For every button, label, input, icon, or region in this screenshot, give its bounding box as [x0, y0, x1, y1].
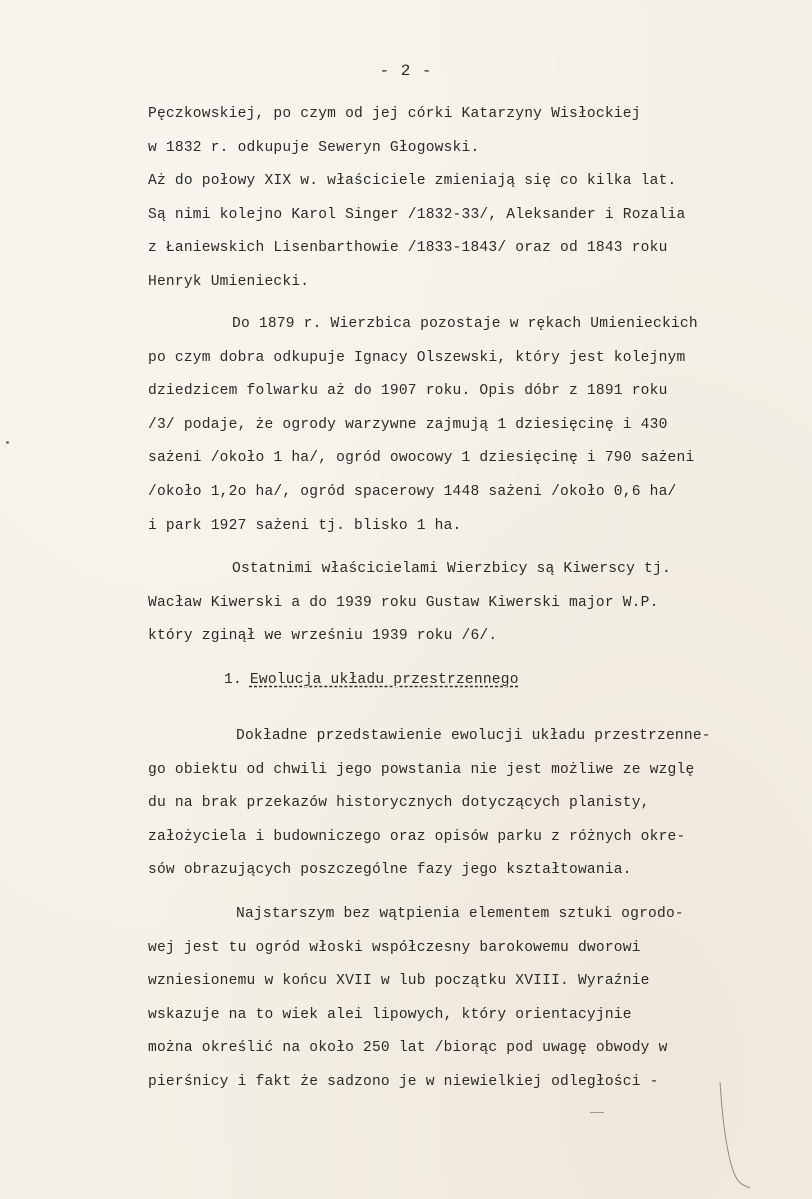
text-line: /3/ podaje, że ogrody warzywne zajmują 1 dziesięcinę i 430 — [148, 416, 668, 433]
text-line: wskazuje na to wiek alei lipowych, który orientacyjnie — [148, 1006, 632, 1023]
text-line: w 1832 r. odkupuje Seweryn Głogowski. — [148, 139, 480, 156]
page-number: - 2 - — [379, 62, 433, 80]
text-line: Do 1879 r. Wierzbica pozostaje w rękach Umienieckich — [232, 316, 698, 332]
text-line: wej jest tu ogród włoski współczesny barokowemu dworowi — [148, 939, 641, 956]
text-line: Ostatnimi właścicielami Wierzbicy są Kiwerscy tj. — [232, 561, 671, 577]
pencil-stroke-mark — [716, 1080, 756, 1190]
paragraph-ownership-history — [148, 98, 788, 300]
text-line: po czym dobra odkupuje Ignacy Olszewski, który jest kolejnym — [148, 349, 686, 366]
text-line: dziedzicem folwarku aż do 1907 roku. Opis dóbr z 1891 roku — [148, 383, 668, 400]
paragraph-last-owners — [148, 553, 788, 654]
text-line: Pęczkowskiej, po czym od jej córki Katarzyny Wisłockiej — [148, 106, 641, 122]
section-heading — [224, 664, 519, 698]
text-line: który zginął we wrześniu 1939 roku /6/. — [148, 628, 498, 645]
text-line: du na brak przekazów historycznych dotyczących planisty, — [148, 795, 650, 812]
paragraph-evolution-intro — [148, 720, 788, 888]
text-line: pierśnicy i fakt że sadzono je w niewielkiej odległości - — [148, 1073, 659, 1090]
text-line: sażeni /około 1 ha/, ogród owocowy 1 dziesięcinę i 790 sażeni — [148, 450, 695, 467]
text-line: wzniesionemu w końcu XVII w lub początku XVIII. Wyraźnie — [148, 973, 650, 990]
text-line: go obiektu od chwili jego powstania nie jest możliwe ze wzglę — [148, 761, 695, 778]
text-line: z Łaniewskich Lisenbarthowie /1833-1843/ oraz od 1843 roku — [148, 240, 668, 257]
text-line: Wacław Kiwerski a do 1939 roku Gustaw Kiwerski major W.P. — [148, 594, 659, 611]
paragraph-italian-garden — [148, 898, 788, 1100]
text-line: i park 1927 sażeni tj. blisko 1 ha. — [148, 517, 462, 534]
pencil-mark — [590, 1112, 604, 1113]
paragraph-estate-description — [148, 308, 788, 543]
section-number: 1. — [224, 672, 242, 688]
text-line: Dokładne przedstawienie ewolucji układu przestrzenne- — [236, 728, 711, 744]
text-line: założyciela i budowniczego oraz opisów parku z różnych okre- — [148, 828, 686, 845]
text-line: Henryk Umieniecki. — [148, 273, 310, 290]
text-line: Najstarszym bez wątpienia elementem sztuki ogrodo- — [236, 906, 684, 922]
text-line: Są nimi kolejno Karol Singer /1832-33/, Aleksander i Rozalia — [148, 206, 686, 223]
binding-hole-mark — [6, 441, 9, 444]
section-title: Ewolucja układu przestrzennego — [249, 672, 519, 688]
text-line: /około 1,2o ha/, ogród spacerowy 1448 sażeni /około 0,6 ha/ — [148, 483, 677, 500]
text-line: sów obrazujących poszczególne fazy jego kształtowania. — [148, 862, 632, 879]
text-line: Aż do połowy XIX w. właściciele zmieniają się co kilka lat. — [148, 173, 677, 190]
text-line: można określić na około 250 lat /biorąc pod uwagę obwody w — [148, 1040, 668, 1057]
